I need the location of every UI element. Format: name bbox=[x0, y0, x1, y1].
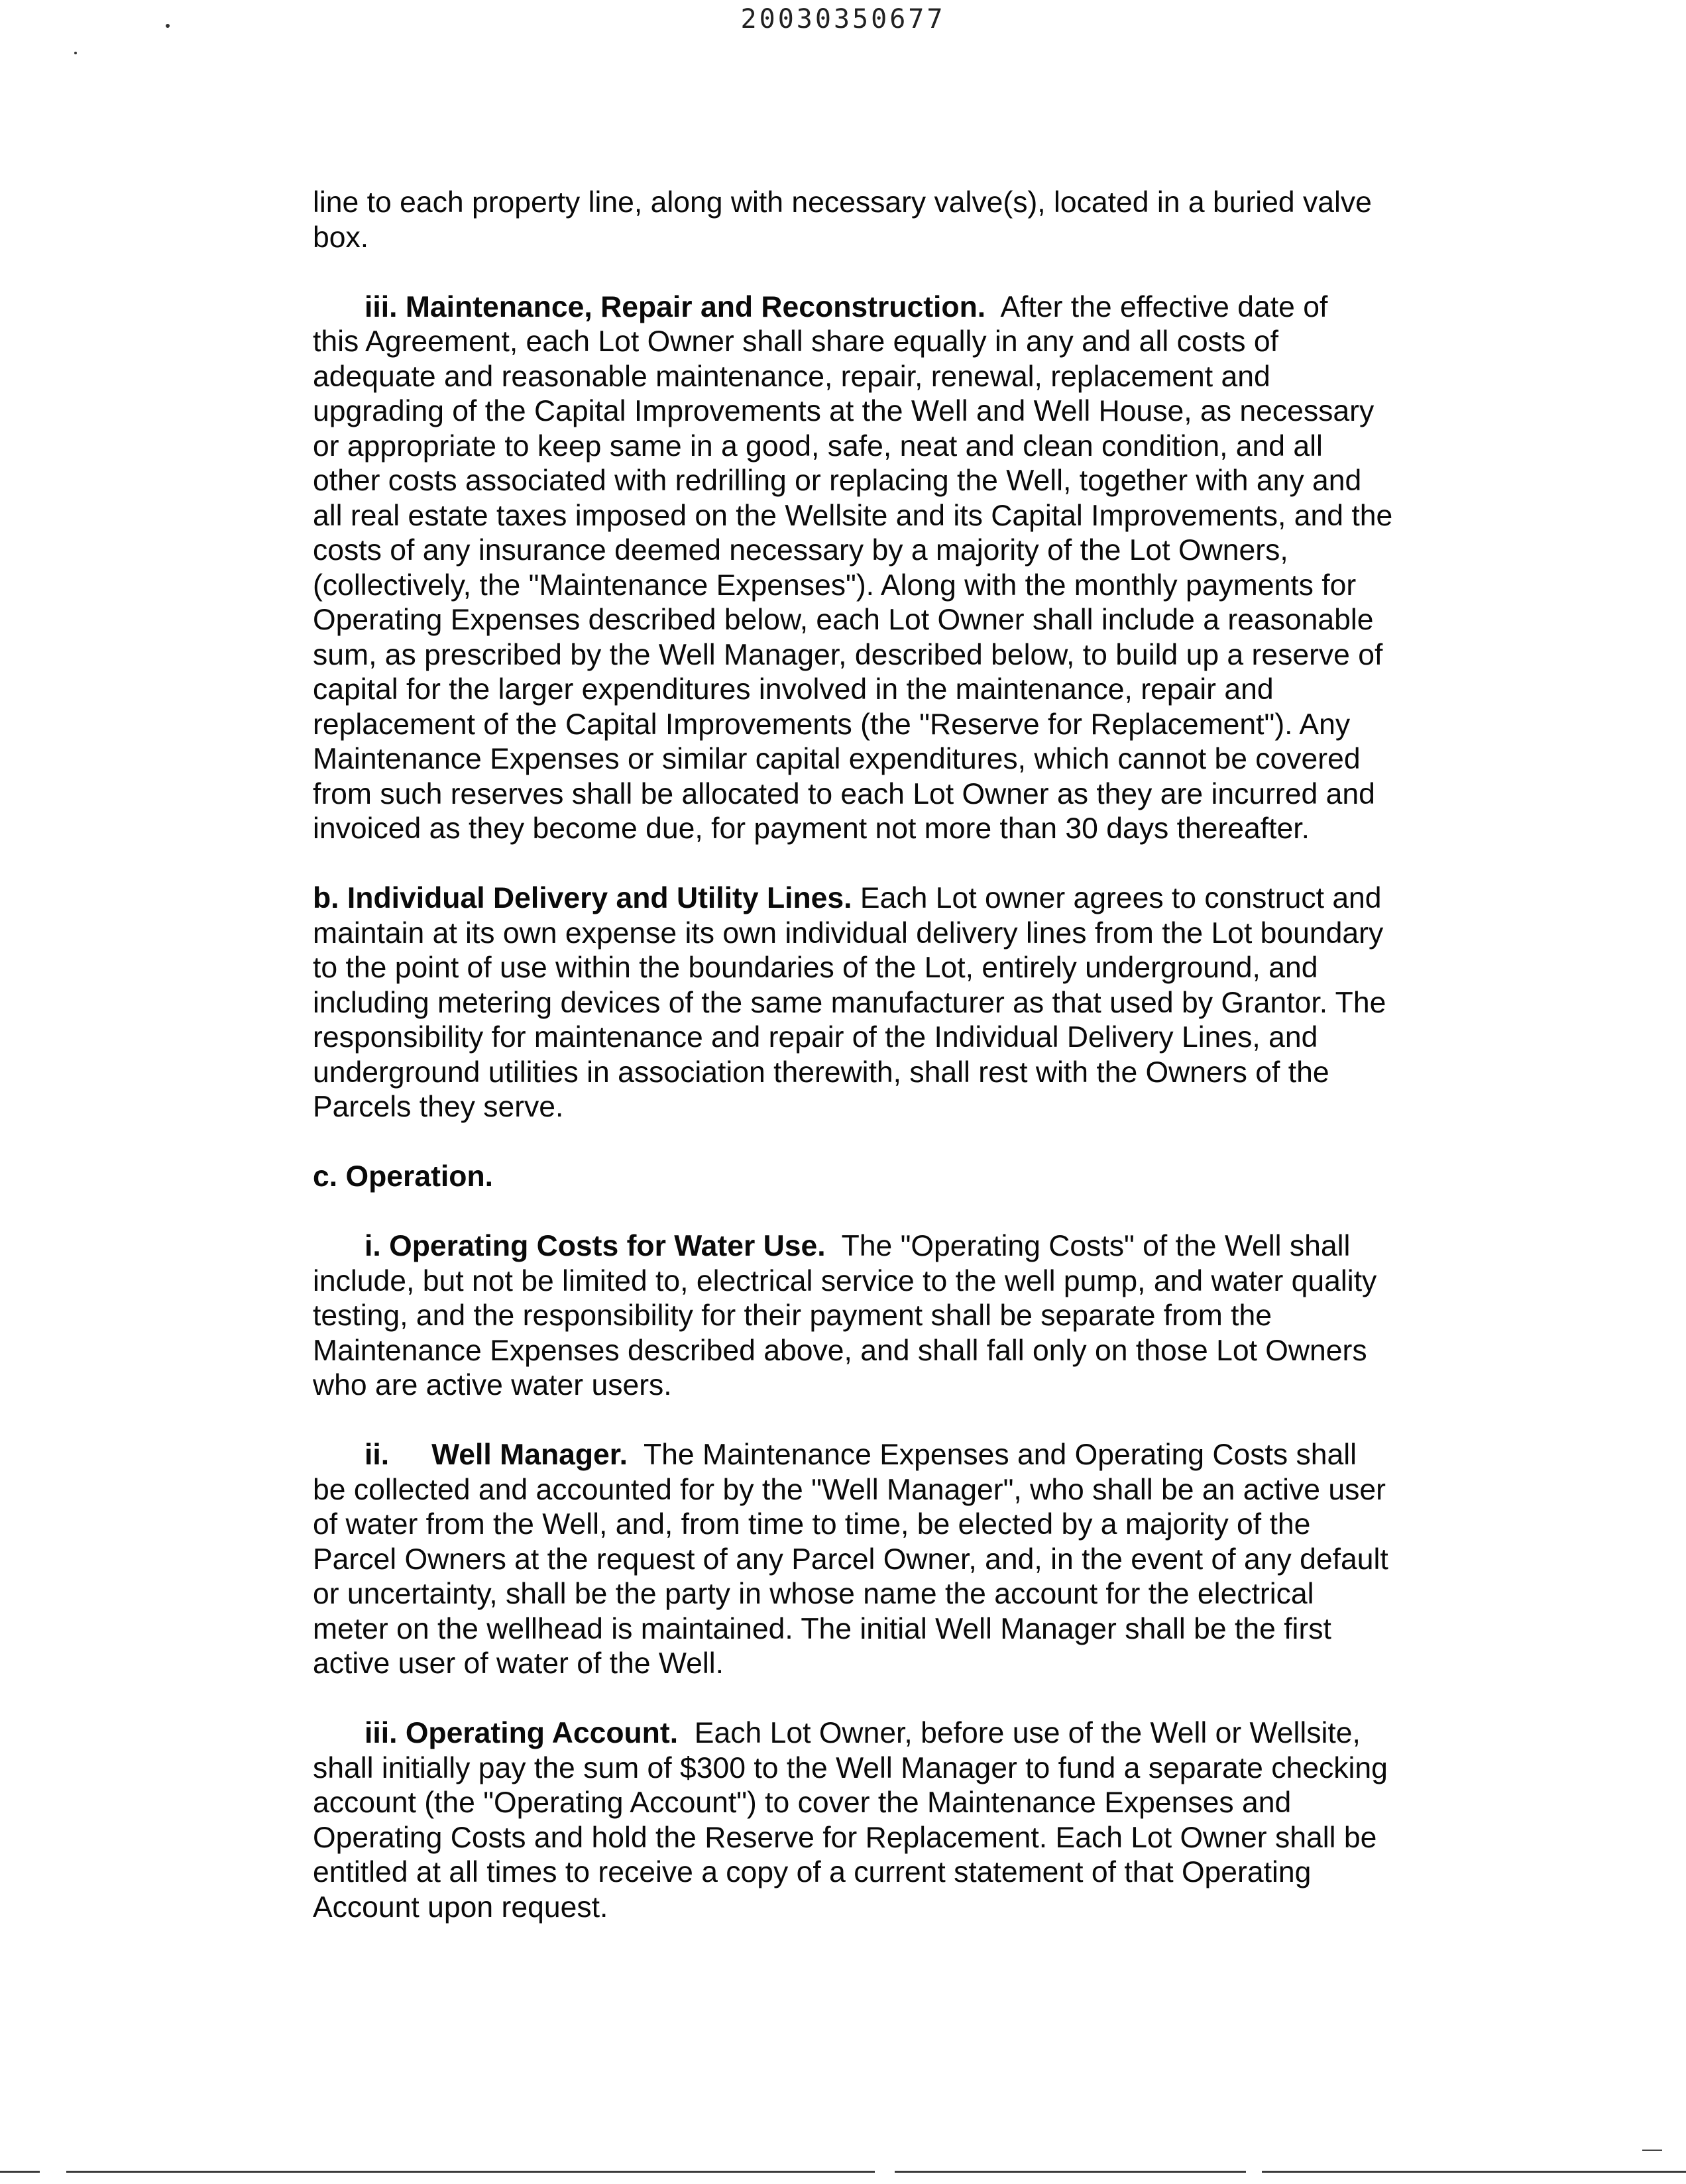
text-line: (collectively, the "Maintenance Expenses"). Along with the monthly payments for bbox=[313, 569, 1357, 602]
text-line: invoiced as they become due, for payment not more than 30 days thereafter. bbox=[313, 812, 1310, 845]
text-line: underground utilities in association therewith, shall rest with the Owners of the bbox=[313, 1056, 1329, 1089]
maintenance-paragraph bbox=[313, 290, 1439, 847]
text-line: line to each property line, along with necessary valve(s), located in a buried valve bbox=[313, 186, 1372, 219]
text-line: all real estate taxes imposed on the Wellsite and its Capital Improvements, and the bbox=[313, 499, 1393, 532]
rule-gap bbox=[40, 2169, 66, 2174]
text-line: Operating Expenses described below, each Lot Owner shall include a reasonable bbox=[313, 604, 1374, 636]
rule-gap bbox=[875, 2169, 895, 2174]
text-line: maintain at its own expense its own individual delivery lines from the Lot boundary bbox=[313, 916, 1384, 950]
well-manager-paragraph bbox=[313, 1438, 1439, 1682]
section-heading-delivery: b. Individual Delivery and Utility Lines. bbox=[313, 882, 852, 914]
document-body bbox=[313, 186, 1439, 1960]
text-line: including metering devices of the same manufacturer as that used by Grantor. The bbox=[313, 986, 1386, 1019]
text-line: Account upon request. bbox=[313, 1890, 608, 1924]
text-line: adequate and reasonable maintenance, repair, renewal, replacement and bbox=[313, 360, 1270, 393]
text-line bbox=[313, 290, 1439, 325]
text-line: upgrading of the Capital Improvements at the Well and Well House, as necessary bbox=[313, 395, 1375, 427]
section-heading-operating-account: iii. Operating Account. bbox=[365, 1717, 679, 1749]
text-line: this Agreement, each Lot Owner shall share equally in any and all costs of bbox=[313, 325, 1278, 358]
text-line: Maintenance Expenses described above, and shall fall only on those Lot Owners bbox=[313, 1334, 1367, 1367]
text-fragment: The Maintenance Expenses and Operating Costs shall bbox=[643, 1439, 1357, 1471]
page-bottom-rule bbox=[0, 2171, 1686, 2173]
scan-speck bbox=[74, 52, 77, 54]
text-line: who are active water users. bbox=[313, 1369, 672, 1401]
delivery-paragraph bbox=[313, 881, 1439, 1125]
text-line: responsibility for maintenance and repair of the Individual Delivery Lines, and bbox=[313, 1021, 1318, 1054]
text-fragment: Each Lot Owner, before use of the Well or Wellsite, bbox=[694, 1717, 1361, 1749]
text-line: costs of any insurance deemed necessary by a majority of the Lot Owners, bbox=[313, 534, 1288, 567]
text-line bbox=[313, 1438, 1439, 1473]
scan-mark bbox=[1642, 2150, 1662, 2151]
scan-speck bbox=[166, 24, 170, 28]
text-line: of water from the Well, and, from time to time, be elected by a majority of the bbox=[313, 1508, 1311, 1541]
text-line bbox=[313, 881, 1439, 916]
text-line: be collected and accounted for by the "Well Manager", who shall be an active user bbox=[313, 1473, 1386, 1506]
text-line: testing, and the responsibility for their payment shall be separate from the bbox=[313, 1299, 1272, 1332]
operating-account-paragraph bbox=[313, 1716, 1439, 1925]
intro-paragraph bbox=[313, 186, 1439, 255]
text-fragment: Each Lot owner agrees to construct and bbox=[860, 882, 1382, 914]
text-line: box. bbox=[313, 221, 369, 254]
text-line: or appropriate to keep same in a good, safe, neat and clean condition, and all bbox=[313, 429, 1323, 463]
text-line: Parcels they serve. bbox=[313, 1091, 564, 1123]
operating-costs-paragraph bbox=[313, 1229, 1439, 1403]
document-number: 20030350677 bbox=[740, 4, 946, 34]
text-line: sum, as prescribed by the Well Manager, described below, to build up a reserve of bbox=[313, 638, 1383, 671]
text-fragment: After the effective date of bbox=[1000, 290, 1328, 323]
rule-gap bbox=[1246, 2169, 1262, 2174]
text-line: capital for the larger expenditures involved in the maintenance, repair and bbox=[313, 673, 1274, 706]
section-heading-maintenance: iii. Maintenance, Repair and Reconstruction. bbox=[365, 290, 986, 323]
text-line bbox=[313, 1229, 1439, 1264]
text-line: replacement of the Capital Improvements (the "Reserve for Replacement"). Any bbox=[313, 708, 1351, 741]
operation-heading-paragraph bbox=[313, 1160, 1439, 1195]
text-line: entitled at all times to receive a copy of a current statement of that Operating bbox=[313, 1856, 1312, 1888]
section-heading-operation: c. Operation. bbox=[313, 1160, 493, 1193]
text-line bbox=[313, 1716, 1439, 1751]
text-line: meter on the wellhead is maintained. The initial Well Manager shall be the first bbox=[313, 1612, 1331, 1645]
section-heading-well-manager: Well Manager. bbox=[431, 1439, 628, 1471]
text-line: from such reserves shall be allocated to each Lot Owner as they are incurred and bbox=[313, 777, 1375, 810]
text-line: active user of water of the Well. bbox=[313, 1647, 724, 1680]
text-line: to the point of use within the boundaries of the Lot, entirely underground, and bbox=[313, 952, 1318, 984]
text-line: Maintenance Expenses or similar capital expenditures, which cannot be covered bbox=[313, 743, 1361, 775]
text-line: Operating Costs and hold the Reserve for Replacement. Each Lot Owner shall be bbox=[313, 1821, 1377, 1854]
text-line: include, but not be limited to, electrical service to the well pump, and water quality bbox=[313, 1264, 1377, 1297]
text-line: or uncertainty, shall be the party in whose name the account for the electrical bbox=[313, 1578, 1314, 1610]
section-heading-operating-costs: i. Operating Costs for Water Use. bbox=[365, 1230, 826, 1262]
text-line: account (the "Operating Account") to cover the Maintenance Expenses and bbox=[313, 1786, 1292, 1819]
text-fragment: The "Operating Costs" of the Well shall bbox=[841, 1230, 1351, 1262]
text-line: Parcel Owners at the request of any Parcel Owner, and, in the event of any default bbox=[313, 1543, 1388, 1576]
section-numeral-well-manager: ii. bbox=[365, 1439, 390, 1471]
text-line: other costs associated with redrilling or replacing the Well, together with any and bbox=[313, 464, 1362, 497]
text-line: shall initially pay the sum of $300 to the Well Manager to fund a separate checking bbox=[313, 1751, 1388, 1784]
